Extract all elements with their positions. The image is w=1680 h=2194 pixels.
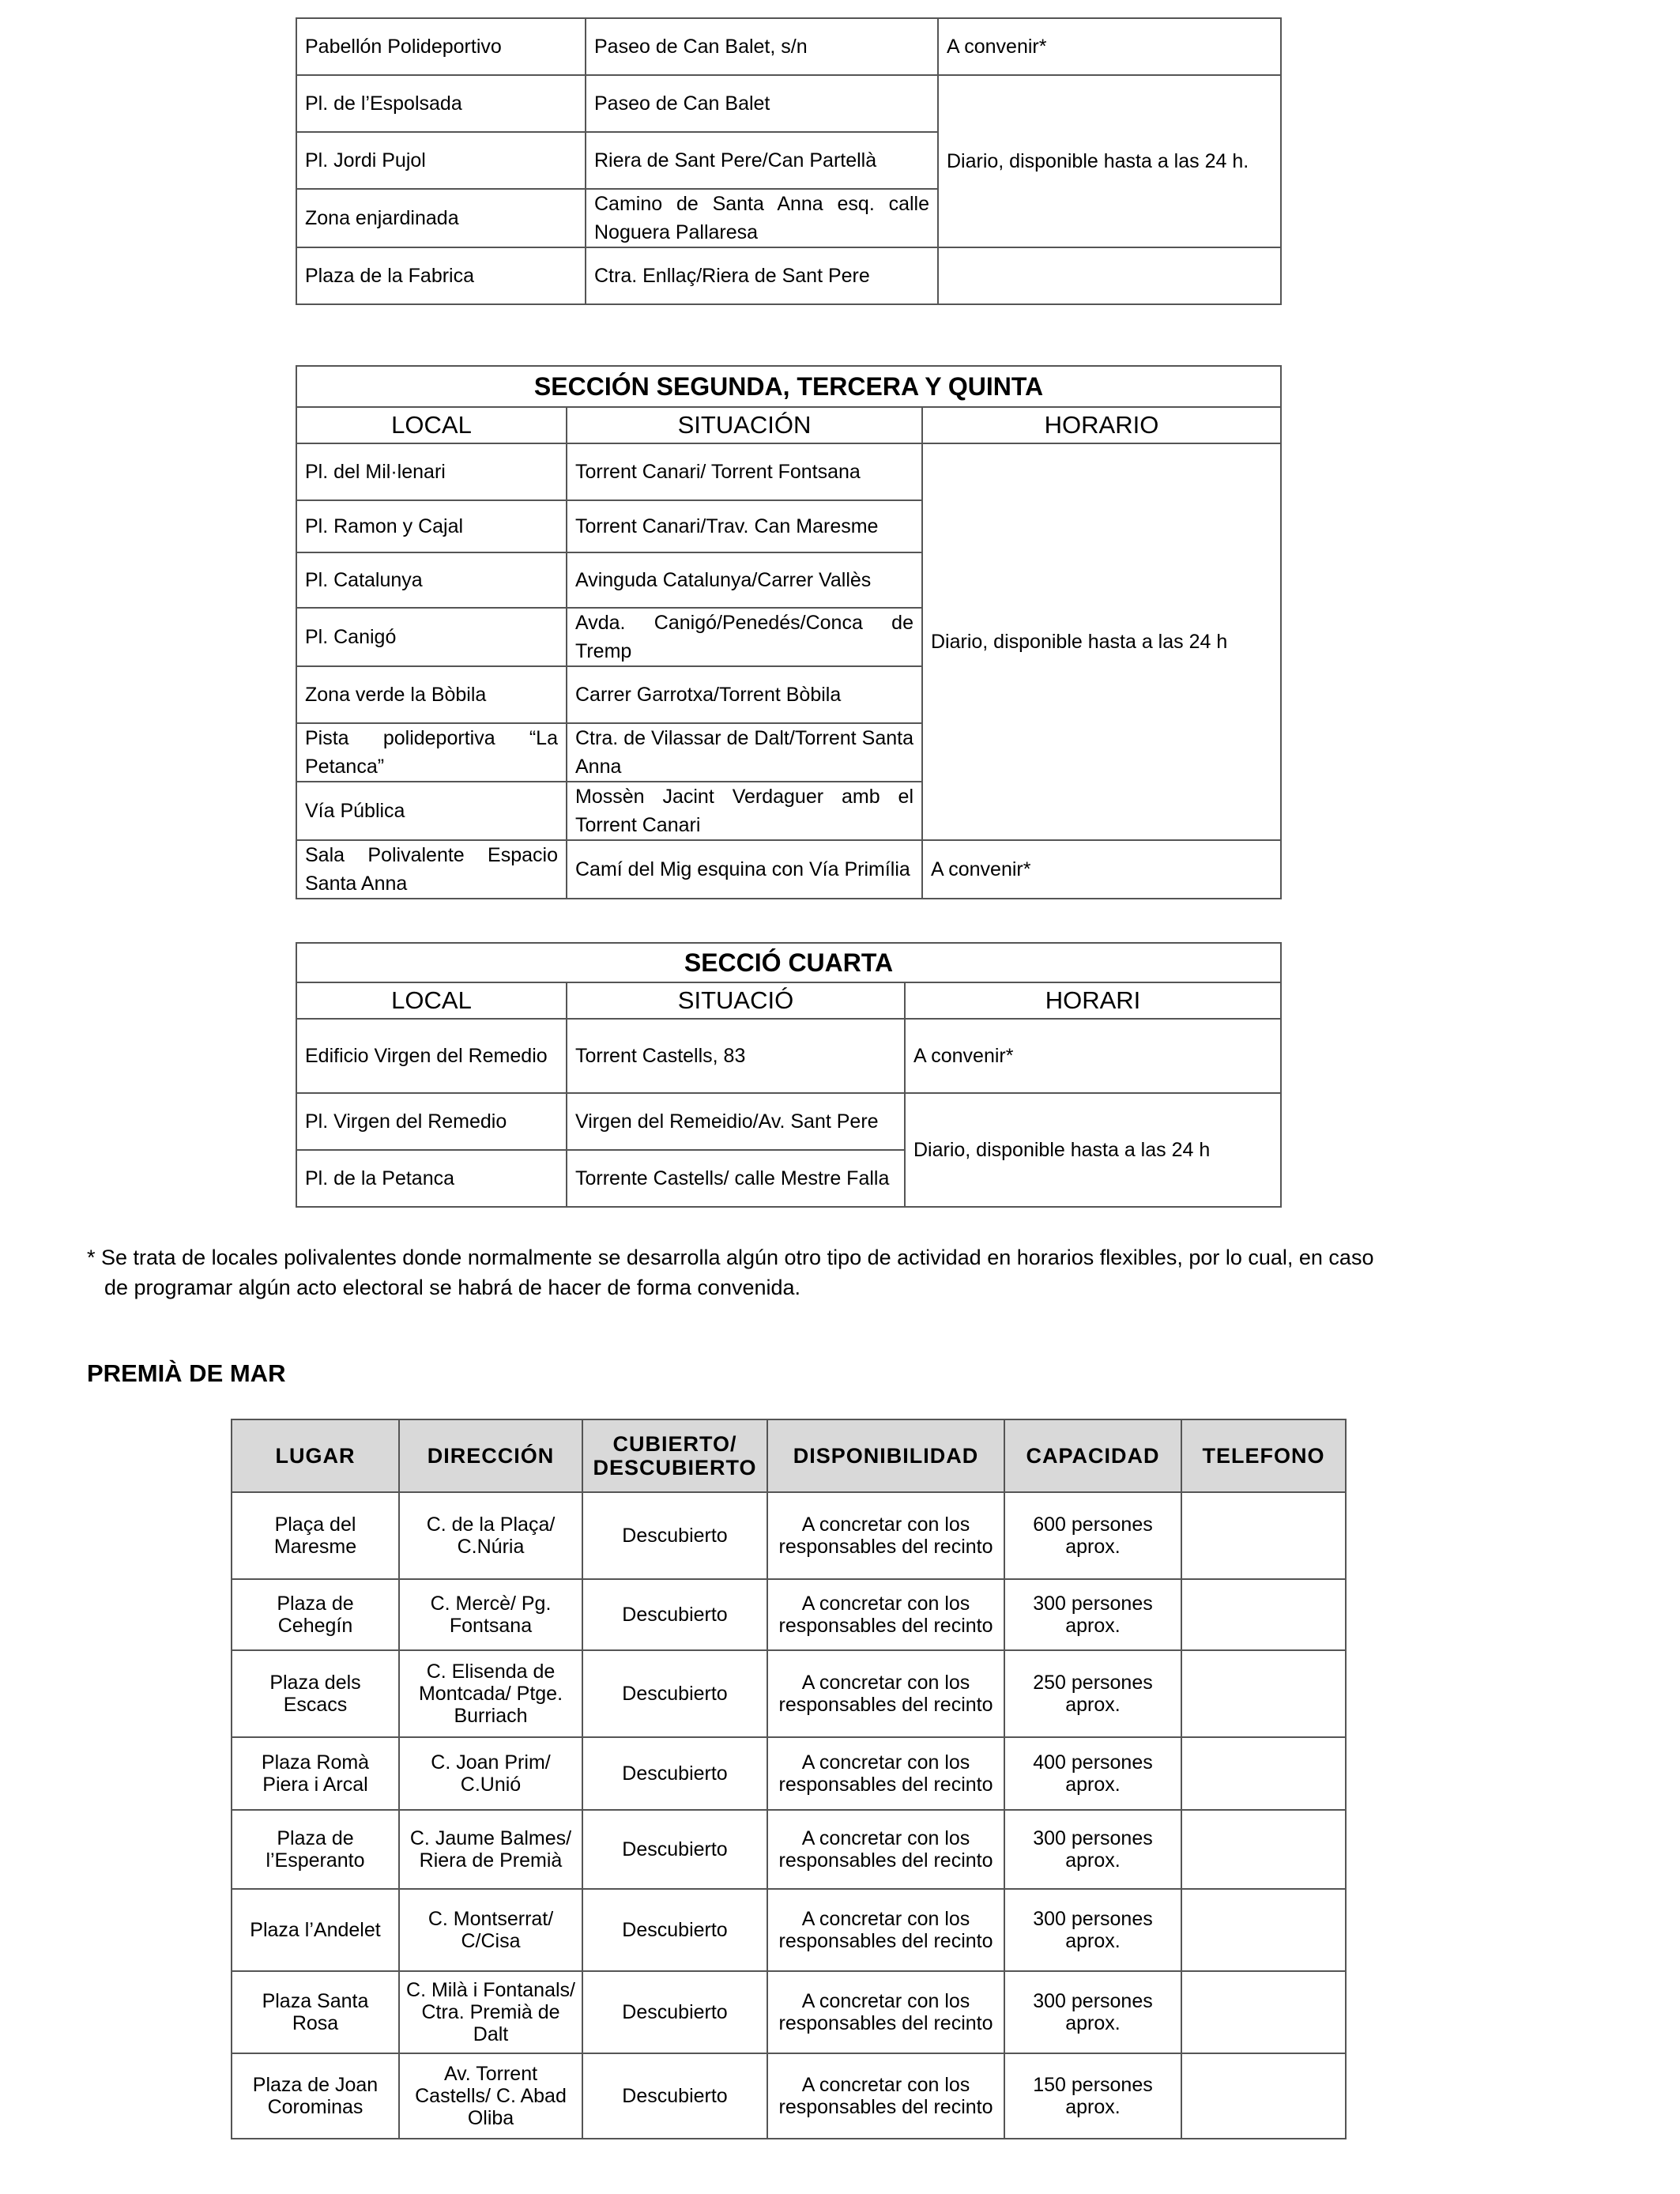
local-cell: Pl. de l’Espolsada [296,75,586,132]
capacidad-cell: 300 persones aprox. [1004,1889,1181,1971]
header-disponibilidad: DISPONIBILIDAD [767,1419,1004,1492]
horario-cell: A convenir* [938,18,1281,75]
telefono-cell [1181,1737,1346,1810]
municipality-heading: PREMIÀ DE MAR [87,1359,286,1387]
telefono-cell [1181,1810,1346,1889]
table-row [232,1492,1346,1579]
local-cell: Pista polideportiva “La Petanca” [296,723,567,782]
disponibilidad-cell: A concretar con los responsables del recinto [767,1971,1004,2053]
situacion-cell: Camí del Mig esquina con Vía Primília [567,840,922,899]
local-cell: Pabellón Polideportivo [296,18,586,75]
table-row [296,247,1281,304]
telefono-cell [1181,1971,1346,2053]
cubierto-cell: Descubierto [582,1492,767,1579]
situacion-cell: Camino de Santa Anna esq. calle Noguera Pallaresa [586,189,938,247]
direccion-cell: C. Montserrat/ C/Cisa [399,1889,582,1971]
situacion-cell: Torrent Canari/ Torrent Fontsana [567,443,922,500]
header-cubierto: CUBIERTO/ DESCUBIERTO [582,1419,767,1492]
footnote-line: * Se trata de locales polivalentes donde normalmente se desarrolla algún otro tipo de actividad en horarios flexibles, por lo cual, en caso [87,1246,1374,1269]
locales-table-continued [296,17,1282,305]
lugar-cell: Plaza de Cehegín [232,1579,399,1650]
cubierto-cell: Descubierto [582,1889,767,1971]
local-cell: Pl. Jordi Pujol [296,132,586,189]
lugar-cell: Plaza de l’Esperanto [232,1810,399,1889]
telefono-cell [1181,1492,1346,1579]
table-row [296,443,1281,500]
header-capacidad: CAPACIDAD [1004,1419,1181,1492]
situacion-cell: Riera de Sant Pere/Can Partellà [586,132,938,189]
local-cell: Sala Polivalente Espacio Santa Anna [296,840,567,899]
direccion-cell: C. Jaume Balmes/ Riera de Premià [399,1810,582,1889]
local-cell: Edificio Virgen del Remedio [296,1019,567,1093]
table-row [232,1579,1346,1650]
direccion-cell: C. Joan Prim/ C.Unió [399,1737,582,1810]
section-title: SECCIÓN SEGUNDA, TERCERA Y QUINTA [296,366,1281,407]
local-cell: Pl. Catalunya [296,552,567,608]
header-local: LOCAL [296,407,567,443]
capacidad-cell: 400 persones aprox. [1004,1737,1181,1810]
direccion-cell: C. Elisenda de Montcada/ Ptge. Burriach [399,1650,582,1737]
table-row [296,1093,1281,1150]
disponibilidad-cell: A concretar con los responsables del recinto [767,1650,1004,1737]
horario-merged-cell: Diario, disponible hasta a las 24 h [922,443,1281,840]
lugar-cell: Plaza Romà Piera i Arcal [232,1737,399,1810]
table-row [232,1737,1346,1810]
table-row [296,840,1281,899]
horario-merged-cell: Diario, disponible hasta a las 24 h. [938,75,1281,247]
lugar-cell: Plaza l’Andelet [232,1889,399,1971]
local-cell: Pl. del Mil·lenari [296,443,567,500]
section-title: SECCIÓ CUARTA [296,943,1281,982]
table-row [232,2053,1346,2139]
seccio-cuarta-table [296,942,1282,1208]
capacidad-cell: 600 persones aprox. [1004,1492,1181,1579]
direccion-cell: C. Mercè/ Pg. Fontsana [399,1579,582,1650]
header-situacio: SITUACIÓ [567,982,905,1019]
disponibilidad-cell: A concretar con los responsables del recinto [767,1810,1004,1889]
lugar-cell: Plaza dels Escacs [232,1650,399,1737]
disponibilidad-cell: A concretar con los responsables del recinto [767,1737,1004,1810]
local-cell: Pl. de la Petanca [296,1150,567,1207]
table-row [232,1889,1346,1971]
premia-de-mar-table [231,1419,1347,2139]
header-direccion: DIRECCIÓN [399,1419,582,1492]
lugar-cell: Plaza Santa Rosa [232,1971,399,2053]
horario-cell [938,247,1281,304]
capacidad-cell: 250 persones aprox. [1004,1650,1181,1737]
telefono-cell [1181,1579,1346,1650]
situacion-cell: Ctra. Enllaç/Riera de Sant Pere [586,247,938,304]
disponibilidad-cell: A concretar con los responsables del recinto [767,1492,1004,1579]
header-horario: HORARIO [922,407,1281,443]
direccion-cell: C. Milà i Fontanals/ Ctra. Premià de Dalt [399,1971,582,2053]
lugar-cell: Plaza de Joan Corominas [232,2053,399,2139]
local-cell: Pl. Virgen del Remedio [296,1093,567,1150]
disponibilidad-cell: A concretar con los responsables del recinto [767,2053,1004,2139]
situacion-cell: Mossèn Jacint Verdaguer amb el Torrent Canari [567,782,922,840]
telefono-cell [1181,1650,1346,1737]
table-row [296,75,1281,132]
disponibilidad-cell: A concretar con los responsables del recinto [767,1579,1004,1650]
header-horari: HORARI [905,982,1281,1019]
capacidad-cell: 300 persones aprox. [1004,1810,1181,1889]
telefono-cell [1181,2053,1346,2139]
table-row [232,1810,1346,1889]
telefono-cell [1181,1889,1346,1971]
direccion-cell: Av. Torrent Castells/ C. Abad Oliba [399,2053,582,2139]
situacion-cell: Torrente Castells/ calle Mestre Falla [567,1150,905,1207]
local-cell: Vía Pública [296,782,567,840]
situacion-cell: Virgen del Remeidio/Av. Sant Pere [567,1093,905,1150]
situacion-cell: Paseo de Can Balet, s/n [586,18,938,75]
situacion-cell: Torrent Castells, 83 [567,1019,905,1093]
local-cell: Pl. Ramon y Cajal [296,500,567,552]
cubierto-cell: Descubierto [582,2053,767,2139]
header-row [232,1419,1346,1492]
cubierto-cell: Descubierto [582,1737,767,1810]
seccion-segunda-table [296,365,1282,899]
situacion-cell: Avinguda Catalunya/Carrer Vallès [567,552,922,608]
horario-cell: A convenir* [905,1019,1281,1093]
direccion-cell: C. de la Plaça/ C.Núria [399,1492,582,1579]
situacion-cell: Ctra. de Vilassar de Dalt/Torrent Santa Anna [567,723,922,782]
capacidad-cell: 150 persones aprox. [1004,2053,1181,2139]
header-situacion: SITUACIÓN [567,407,922,443]
horario-cell: A convenir* [922,840,1281,899]
disponibilidad-cell: A concretar con los responsables del recinto [767,1889,1004,1971]
horario-merged-cell: Diario, disponible hasta a las 24 h [905,1093,1281,1207]
local-cell: Plaza de la Fabrica [296,247,586,304]
footnote-line: de programar algún acto electoral se habrá de hacer de forma convenida. [104,1276,801,1299]
table-row [232,1971,1346,2053]
header-telefono: TELEFONO [1181,1419,1346,1492]
local-cell: Zona enjardinada [296,189,586,247]
footnote [87,1242,1509,1302]
capacidad-cell: 300 persones aprox. [1004,1579,1181,1650]
header-local: LOCAL [296,982,567,1019]
situacion-cell: Avda. Canigó/Penedés/Conca de Tremp [567,608,922,666]
situacion-cell: Paseo de Can Balet [586,75,938,132]
header-lugar: LUGAR [232,1419,399,1492]
situacion-cell: Torrent Canari/Trav. Can Maresme [567,500,922,552]
lugar-cell: Plaça del Maresme [232,1492,399,1579]
table-row [296,18,1281,75]
cubierto-cell: Descubierto [582,1810,767,1889]
cubierto-cell: Descubierto [582,1650,767,1737]
table-row [296,1019,1281,1093]
cubierto-cell: Descubierto [582,1579,767,1650]
cubierto-cell: Descubierto [582,1971,767,2053]
local-cell: Pl. Canigó [296,608,567,666]
local-cell: Zona verde la Bòbila [296,666,567,723]
capacidad-cell: 300 persones aprox. [1004,1971,1181,2053]
situacion-cell: Carrer Garrotxa/Torrent Bòbila [567,666,922,723]
table-row [232,1650,1346,1737]
